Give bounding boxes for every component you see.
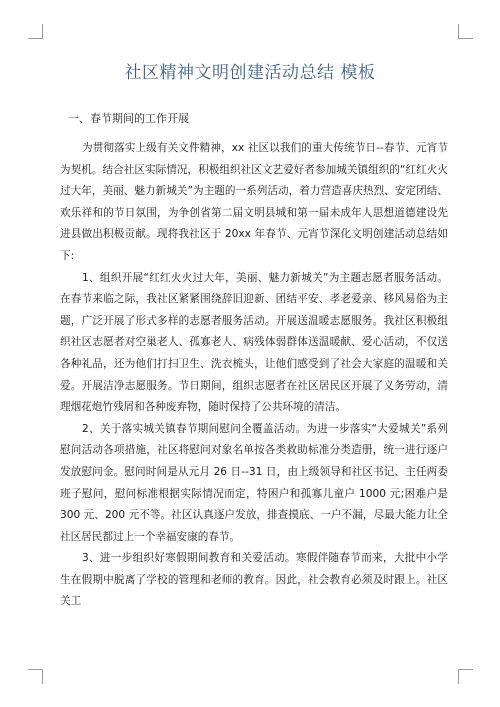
item-3-paragraph: 3、进一步组织好寒假期间教育和关爱活动。寒假伴随春节而来，大批中小学生在假期中脱离了学校的管理和老师的教育。因此，社会教育必须及时跟上。社区关工 [60, 552, 448, 608]
crop-mark-bottom-left [28, 669, 43, 684]
item-2-paragraph: 2、关于落实城关镇春节期间慰问全覆盖活动。为进一步落实“大爱城关”系列慰问活动各项措施，社区将慰问对象名单按各类救助标准分类造册，统一进行逐户发放慰问金。慰问时间是从元月 26 日--31 日，由上级领导和社区书记、主任两委班子慰问，慰问标准根据实际情况而定，特困户和孤寡儿童户 1000 元;困难户是 300 元、200 元不等。社区认真逐户发放，排查摸底、一户不漏，尽最大能力让全社区居民都过上一个幸福安康的春节。 [60, 422, 448, 543]
intro-paragraph: 为贯彻落实上级有关文件精神，xx 社区以我们的重大传统节日--春节、元宵节为契机。结合社区实际情况，积极组织社区文艺爱好者参加城关镇组织的“红红火火过大年，美丽、魅力新城关”为主题的一系列活动，着力营造喜庆热烈、安定团结、欢乐祥和的节日氛围，为争创省第二届文明县城和第一届未成年人思想道德建设先进县做出积极贡献。现将我社区于 20xx 年春节、元宵节深化文明创建活动总结如下: [60, 142, 448, 262]
crop-mark-top-left [28, 24, 43, 39]
crop-mark-bottom-right [458, 669, 473, 684]
item-1-paragraph: 1、组织开展“红红火火过大年，美丽、魅力新城关”为主题志愿者服务活动。在春节来临之际，我社区紧紧围绕辞旧迎新、团结平安、孝老爱亲、移风易俗为主题，广泛开展了形式多样的志愿者服务活动。开展送温暖志愿服务。我社区积极组织社区志愿者对空巢老人、孤寡老人、病残体弱群体送温暖献、爱心活动，不仅送各种礼品，还为他们打扫卫生、洗衣梳头，让他们感受到了社会大家庭的温暖和关爱。开展洁净志愿服务。节日期间，组织志愿者在社区居民区开展了义务劳动，清理烟花炮竹残屑和各种废弃物，随时保持了公共环境的清洁。 [60, 271, 448, 414]
crop-mark-top-right [458, 24, 473, 39]
document-body [60, 112, 448, 613]
document-title: 社区精神文明创建活动总结 模板 [124, 63, 376, 83]
section-heading: 一、春节期间的工作开展 [68, 112, 189, 125]
